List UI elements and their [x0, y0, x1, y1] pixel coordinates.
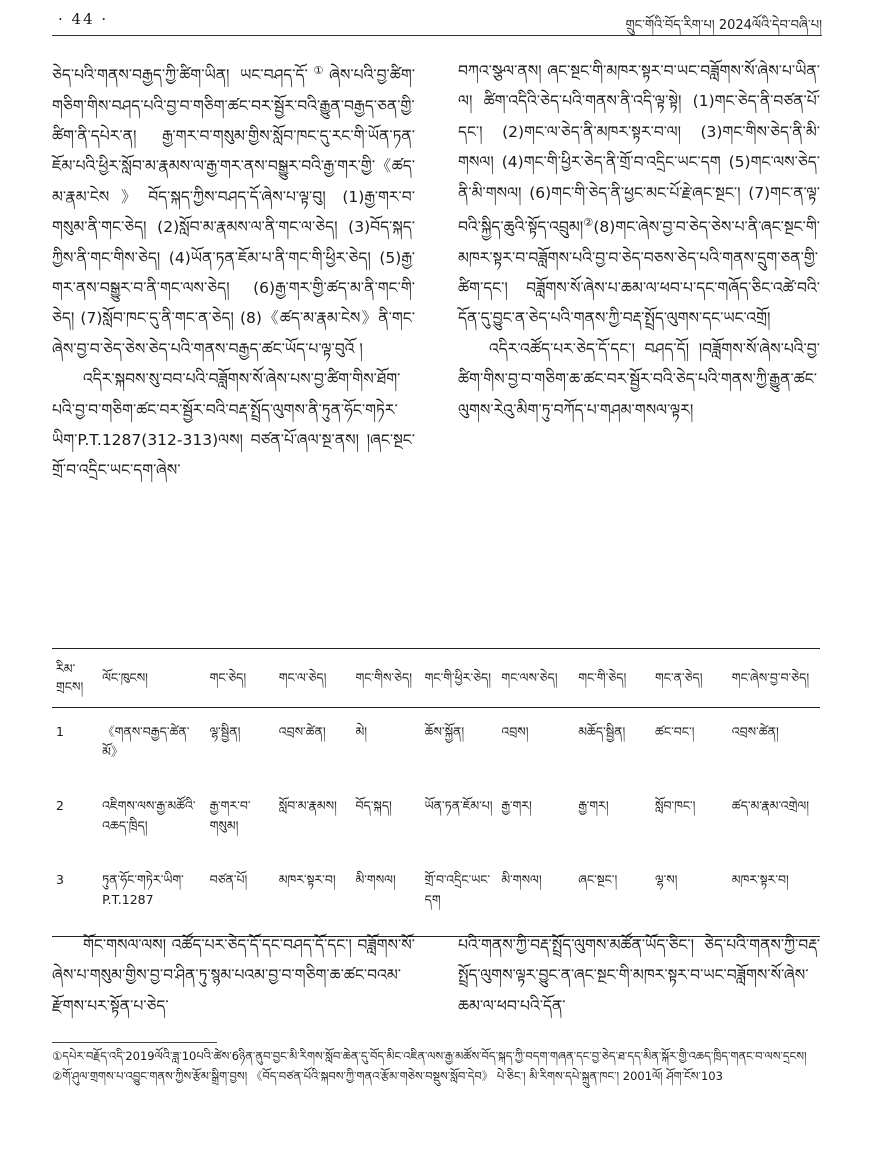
table-row	[52, 782, 820, 856]
column-header: ལོང་ཁུངས།	[98, 649, 206, 708]
footnote: ②གོ་ཤུལ་གྲགས་པ་འབྱུང་གནས་ཀྱིས་རྩོམ་སྒྲིག་བྱས། 《བོད་བཙན་པོའི་སྐབས་ཀྱི་གནའ་རྩོམ་གཅེས་བསྡུས་སློབ་དེབ》 པེ་ཅིང་། མི་རིགས་དཔེ་སྐྲུན་ཁང་། 2001ལོ། ཤོག་ངོས་103	[52, 1069, 723, 1083]
footnotes	[52, 1047, 820, 1087]
column-header: གང་ན་ཅེད།	[651, 649, 728, 708]
table-cell: སློབ་མ་རྣམས།	[278, 798, 337, 813]
table-row	[52, 856, 820, 937]
footnote-marker[interactable]: ②	[583, 216, 594, 230]
left-column-top	[52, 56, 415, 486]
table-cell: འབྲས་ཚེན།	[278, 724, 326, 739]
paragraph-text: བཀའ་སྩལ་ནས། ཞང་སྔང་གི་མཁར་སྟར་བ་ཡང་བཟློགས་སོ་ཞེས་པ་ཡིན་ལ། ཚིག་འདིའི་ཅེད་པའི་གནས་ནི་འདི་ལྟ་སྟེ། (1)གང་ཅེད་ནི་བཙན་པོ་དང་། (2)གང་ལ་ཅེད་ནི་མཁར་སྟར་བ་ལ། (3)གང་གིས་ཅེད་ནི་མི་གསལ། (4)གང་གི་ཕྱིར་ཅེད་ནི་གྲོ་བ་འདྲིང་ཡང་དག (5)གང་ལས་ཅེད་ནི་མི་གསལ། (6)གང་གི་ཅེད་ནི་ཕྱང་མང་པོ་རྗེ་ཞང་སྔང་། (7)གང་ན་ལྟ་བའི་སྐྱིད་ཆུའི་སྟོད་འབྲུམ།	[458, 62, 820, 237]
table-cell: ཏུན་ཧོང་གཏེར་ཡིག་P.T.1287	[98, 856, 206, 937]
left-column-bottom	[52, 930, 415, 1021]
table-cell: 1	[56, 724, 64, 739]
column-header: གང་གི་ཕྱིར་ཅེད།	[421, 649, 498, 708]
paragraph-text: ཅེད་པའི་གནས་བརྒྱད་ཀྱི་ཚིག་ཡིན། ཡང་བཤད་དོ་	[52, 66, 308, 85]
paragraph	[458, 56, 820, 334]
table-cell: ཚང་བང་།	[655, 724, 695, 739]
paragraph-text: ཞེས་པའི་བྱ་ཚིག་གཅིག་གིས་བཤད་པའི་བྱ་བ་གཅིག་ཚང་བར་སྦྱོར་བའི་རྒྱུན་བརྒྱད་ཅན་གྱི་ཚིག་ནི་དཔེར་ན། རྒྱ་གར་བ་གསུམ་གྱིས་སློབ་ཁང་དུ་རང་གི་ཡོན་ཏན་ཇོམ་པའི་ཕྱིར་སློབ་མ་རྣམས་ལ་རྒྱ་གར་ནས་བསྒྱུར་བའི་རྒྱ་གར་གྱི་《ཚད་མ་རྣམ་ངེས》བོད་སྐད་ཀྱིས་བཤད་དོ་ཞེས་པ་ལྟ་བུ། (1)རྒྱ་གར་བ་གསུམ་ནི་གང་ཅེད། (2)སློབ་མ་རྣམས་ལ་ནི་གང་ལ་ཅེད། (3)བོད་སྐད་ཀྱིས་ནི་གང་གིས་ཅེད། (4)ཡོན་ཏན་ཇོམ་པ་ནི་གང་གི་ཕྱིར་ཅེད། (5)རྒྱ་གར་ནས་བསྒྱུར་བ་ནི་གང་ལས་ཅེད། (6)རྒྱ་གར་གྱི་ཚད་མ་ནི་གང་གི་ཅེད། (7)སློབ་ཁང་དུ་ནི་གང་ན་ཅེད། (8)《ཚད་མ་རྣམ་ངེས》ནི་གང་ཞེས་བྱ་བ་ཅེད་ཅེས་ཅེད་པའི་གནས་བརྒྱད་ཚང་ཡོད་པ་ལྟ་བུའོ །	[52, 66, 415, 358]
running-head: གྲུང་གོའི་བོད་རིག་པ། 2024ལོའི་དེབ་བཞི་པ།	[625, 18, 822, 33]
paragraph: འདིར་སྐབས་སུ་བབ་པའི་བཟློགས་སོ་ཞེས་པས་བྱ་ཚིག་གིས་ཐོག་པའི་བྱ་བ་གཅིག་ཚང་བར་སྦྱོར་བའི་བརྡ་སྤྲོད་ལུགས་ནི་ཏུན་ཧོང་གཏེར་ཡིག་P.T.1287(312-313)ལས། བཙན་པོ་ཞལ་སྔ་ནས། །ཞང་སྔང་གྲོ་བ་འདྲིང་ཡང་དག་ཞེས་	[52, 370, 415, 480]
table-cell: མཆོད་སྦྱིན།	[578, 724, 626, 739]
page-number: · 44 ·	[58, 10, 109, 28]
table-cell: ཡོན་ཏན་ཇོམ་པ།	[424, 798, 493, 813]
table-cell: ཞང་སྔང་།	[574, 856, 651, 937]
table-cell: 《གནས་བརྒྱད་ཚེན་མོ》	[102, 724, 190, 759]
column-header: གང་ལས་ཅེད།	[497, 649, 574, 708]
table-cell: ཆོས་སྐྱོན།	[424, 724, 465, 739]
column-header: གང་ལ་ཅེད།	[275, 649, 352, 708]
table-cell: རྒྱ་གར་བ་གསུམ།	[209, 798, 251, 833]
right-column-top	[458, 56, 820, 425]
table-cell: འབྲས།	[501, 724, 529, 739]
column-header: གང་ཞེས་བྱ་བ་ཅེད།	[728, 649, 820, 708]
table-cell: འཇིགས་ལས་རྒྱ་མཚོའི་འཆད་ཁྲིད།	[102, 798, 196, 833]
table-cell: འབྲས་ཚེན།	[731, 724, 779, 739]
table-cell: 3	[52, 856, 98, 937]
table-cell: གྲོ་བ་འདྲིང་ཡང་དག	[421, 856, 498, 937]
table-cell: བོད་སྐད།	[355, 798, 392, 813]
footnote-marker[interactable]: ①	[307, 64, 330, 77]
paragraph: པའི་གནས་ཀྱི་བརྡ་སྤྲོད་ལུགས་མཚོན་ཡོད་ཅིང་། ཅེད་པའི་གནས་ཀྱི་བརྡ་སྤྲོད་ལུགས་ལྟར་བྱུང་ན་ཞང་སྔང་གི་མཁར་སྟར་བ་ཡང་བཟློགས་སོ་ཞེས་ཆམ་ལ་ཕབ་པའི་དོན་	[458, 936, 820, 1015]
table-cell: མེ།	[355, 724, 368, 739]
footnote: ①དཔེར་བརྗོད་འདི་2019ལོའི་ཟླ་10པའི་ཚེས་6ཉིན་ནུབ་བྱང་མི་རིགས་སློབ་ཆེན་དུ་བོད་མིང་འཇིན་ལས་རྒྱ་མཚོས་བོད་སྐད་ཀྱི་བདག་གཞན་དང་བྱ་ཅེད་ཐ་དད་མིན་སྐོར་གྱི་འཆད་ཁྲིད་གནང་བ་ལས་དྲངས།	[52, 1049, 807, 1063]
column-header: གང་གིས་ཅེད།	[352, 649, 421, 708]
column-header: གང་གི་ཅེད།	[574, 649, 651, 708]
header-rule	[52, 35, 822, 36]
table-header-row	[52, 649, 820, 708]
table-cell: སློབ་ཁང་།	[655, 798, 696, 813]
table-cell: བཙན་པོ།	[206, 856, 275, 937]
comparison-table	[52, 648, 820, 937]
column-header: གང་ཅེད།	[206, 649, 275, 708]
right-column-bottom	[458, 930, 820, 1021]
table-cell: ལྷ་ས།	[651, 856, 728, 937]
table-cell: 2	[56, 798, 64, 813]
table-cell: ཚད་མ་རྣམ་འགྲེལ།	[731, 798, 809, 813]
table-cell: རྒྱ་གར།	[501, 798, 532, 813]
table-cell: མཁར་སྟར་བ།	[275, 856, 352, 937]
table-row	[52, 708, 820, 783]
table-cell: མཁར་སྟར་བ།	[728, 856, 820, 937]
paragraph: འདིར་འཚོད་པར་ཅེད་དོ་དང་། བཤད་དོ། །བཟློགས་སོ་ཞེས་པའི་བྱ་ཚིག་གིས་བྱ་བ་གཅིག་ཆ་ཚང་བར་སྦྱོར་བའི་ཅེད་པའི་གནས་ཀྱི་རྒྱུན་ཚང་ལུགས་རེའུ་མིག་ཏུ་བཀོད་པ་གཤམ་གསལ་ལྟར།	[458, 339, 820, 419]
footnote-rule	[52, 1042, 217, 1043]
table-cell: མི་གསལ།	[497, 856, 574, 937]
table-cell: ལྷ་སྦྱིན།	[209, 724, 241, 739]
table-cell: རྒྱ་གར།	[578, 798, 609, 813]
table-cell: མི་གསལ།	[352, 856, 421, 937]
paragraph	[52, 56, 415, 364]
paragraph: གོང་གསལ་ལས། འཚོད་པར་ཅེད་དོ་དང་བཤད་དོ་དང་། བཟློགས་སོ་ཞེས་པ་གསུམ་གྱིས་བྱ་བ་ཤིན་ཏུ་སྙམ་པའམ་བྱ་བ་གཅིག་ཆ་ཚང་བའམ་རྫོགས་པར་སྟོན་པ་ཅེད་	[52, 936, 415, 1015]
paragraph-text: (8)གང་ཞེས་བྱ་བ་ཅེད་ཅེས་པ་ནི་ཞང་སྔང་གི་མཁར་སྟར་བ་བཟློགས་པའི་བྱ་བ་ཅེད་བཅས་ཅེད་པའི་གནས་དྲུག་ཅན་གྱི་ཚིག་དང་། བཟློགས་སོ་ཞེས་པ་ཆམ་ལ་ཕབ་པ་དང་གཞོད་ཅིང་འཚེ་བའི་དོན་དུ་བྱུང་ན་ཅེད་པའི་གནས་ཀྱི་བརྡ་སྤྲོད་ལུགས་དང་ཡང་འགྲོ།	[458, 218, 820, 328]
column-header: རིམ་གྲངས།	[52, 649, 98, 708]
